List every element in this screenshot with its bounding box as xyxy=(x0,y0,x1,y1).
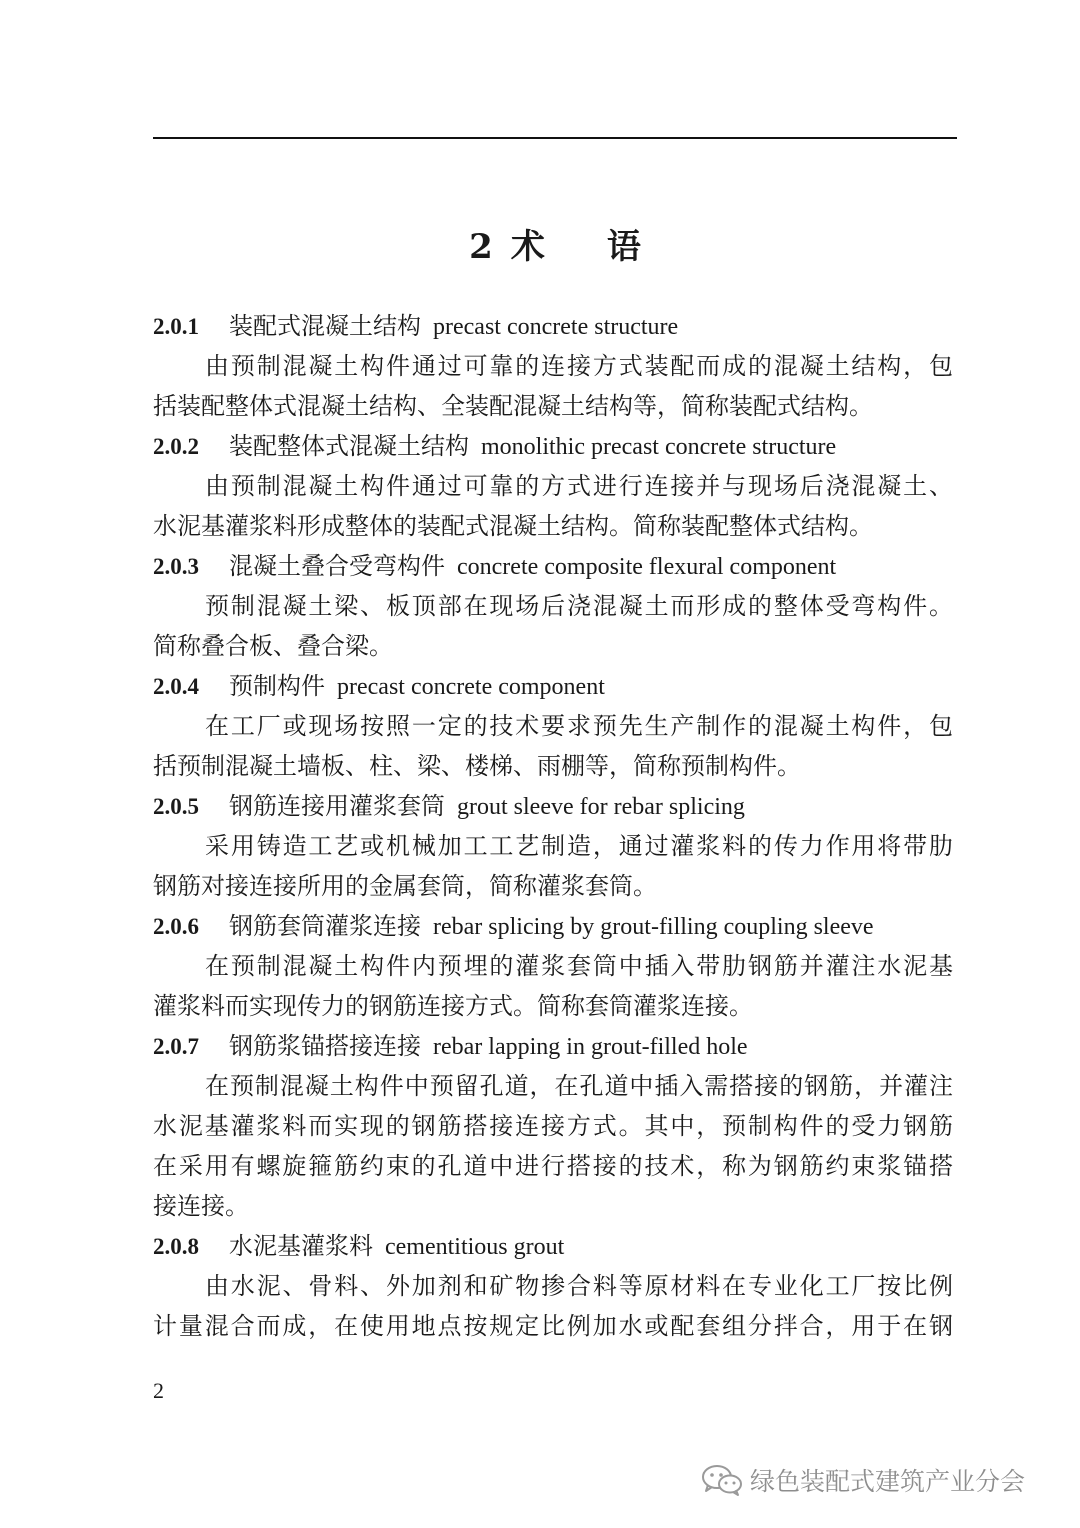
term-number: 2.0.3 xyxy=(153,554,199,579)
term-en: precast concrete component xyxy=(337,674,605,700)
term-en: concrete composite flexural component xyxy=(457,554,837,580)
definition-line: 括装配整体式混凝土结构、全装配混凝土结构等，简称装配式结构。 xyxy=(153,392,873,420)
term-en: rebar splicing by grout-filling coupling sleeve xyxy=(433,914,874,940)
term-heading xyxy=(153,906,953,946)
term-zh: 钢筋浆锚搭接连接 xyxy=(229,1032,421,1060)
terms-body xyxy=(153,306,953,1346)
term-heading xyxy=(153,546,953,586)
term-zh: 钢筋连接用灌浆套筒 xyxy=(229,792,445,820)
term-heading xyxy=(153,666,953,706)
definition-line: 在预制混凝土构件中预留孔道，在孔道中插入需搭接的钢筋，并灌注 xyxy=(205,1072,953,1100)
term-heading xyxy=(153,306,953,346)
definition-line: 括预制混凝土墙板、柱、梁、楼梯、雨棚等，简称预制构件。 xyxy=(153,752,801,780)
watermark-text: 绿色装配式建筑产业分会 xyxy=(750,1467,1026,1496)
definition-line: 接连接。 xyxy=(153,1192,249,1220)
definition-line: 灌浆料而实现传力的钢筋连接方式。简称套筒灌浆连接。 xyxy=(153,992,753,1020)
definition-line: 水泥基灌浆料形成整体的装配式混凝土结构。简称装配整体式结构。 xyxy=(153,512,873,540)
term-number: 2.0.6 xyxy=(153,914,199,939)
term-number: 2.0.4 xyxy=(153,674,199,699)
definition-line: 采用铸造工艺或机械加工工艺制造，通过灌浆料的传力作用将带肋 xyxy=(205,832,953,860)
definition-line: 简称叠合板、叠合梁。 xyxy=(153,632,393,660)
watermark xyxy=(700,1460,1025,1500)
term-zh: 混凝土叠合受弯构件 xyxy=(229,552,445,580)
term-number: 2.0.8 xyxy=(153,1234,199,1259)
term-heading xyxy=(153,426,953,466)
term-number: 2.0.1 xyxy=(153,314,199,339)
term-en: monolithic precast concrete structure xyxy=(481,434,837,460)
term-number: 2.0.7 xyxy=(153,1034,199,1059)
definition-line: 由水泥、骨料、外加剂和矿物掺合料等原材料在专业化工厂按比例 xyxy=(205,1272,953,1300)
definition-line: 在工厂或现场按照一定的技术要求预先生产制作的混凝土构件，包 xyxy=(205,712,953,740)
term-zh: 钢筋套筒灌浆连接 xyxy=(229,912,421,940)
definition-line: 钢筋对接连接所用的金属套筒，简称灌浆套筒。 xyxy=(153,872,657,900)
term-en: cementitious grout xyxy=(385,1234,565,1260)
term-heading xyxy=(153,1226,953,1266)
term-zh: 装配整体式混凝土结构 xyxy=(229,432,469,460)
definition-line: 预制混凝土梁、板顶部在现场后浇混凝土而形成的整体受弯构件。 xyxy=(205,592,953,620)
wechat-icon xyxy=(700,1463,744,1497)
term-en: grout sleeve for rebar splicing xyxy=(457,794,745,820)
definition-line: 计量混合而成，在使用地点按规定比例加水或配套组分拌合，用于在钢 xyxy=(153,1312,953,1340)
chapter-number: 2 xyxy=(469,227,493,267)
term-number: 2.0.5 xyxy=(153,794,199,819)
definition-line: 由预制混凝土构件通过可靠的连接方式装配而成的混凝土结构，包 xyxy=(205,352,953,380)
term-en: rebar lapping in grout-filled hole xyxy=(433,1034,748,1060)
definition-line: 由预制混凝土构件通过可靠的方式进行连接并与现场后浇混凝土、 xyxy=(205,472,953,500)
chapter-title-char-2: 语 xyxy=(606,227,641,267)
definition-line: 在预制混凝土构件内预埋的灌浆套筒中插入带肋钢筋并灌注水泥基 xyxy=(205,952,953,980)
term-number: 2.0.2 xyxy=(153,434,199,459)
chapter-title-char-1: 术 xyxy=(510,227,545,267)
definition-line: 水泥基灌浆料而实现的钢筋搭接连接方式。其中，预制构件的受力钢筋 xyxy=(153,1112,953,1140)
term-en: precast concrete structure xyxy=(433,314,679,340)
term-zh: 水泥基灌浆料 xyxy=(229,1232,373,1260)
definition-line: 在采用有螺旋箍筋约束的孔道中进行搭接的技术，称为钢筋约束浆锚搭 xyxy=(153,1152,953,1180)
page-number: 2 xyxy=(153,1378,164,1403)
term-zh: 装配式混凝土结构 xyxy=(229,312,421,340)
term-heading xyxy=(153,1026,953,1066)
term-heading xyxy=(153,786,953,826)
term-zh: 预制构件 xyxy=(229,672,325,700)
chapter-title xyxy=(0,222,1080,272)
header-rule xyxy=(153,137,957,139)
